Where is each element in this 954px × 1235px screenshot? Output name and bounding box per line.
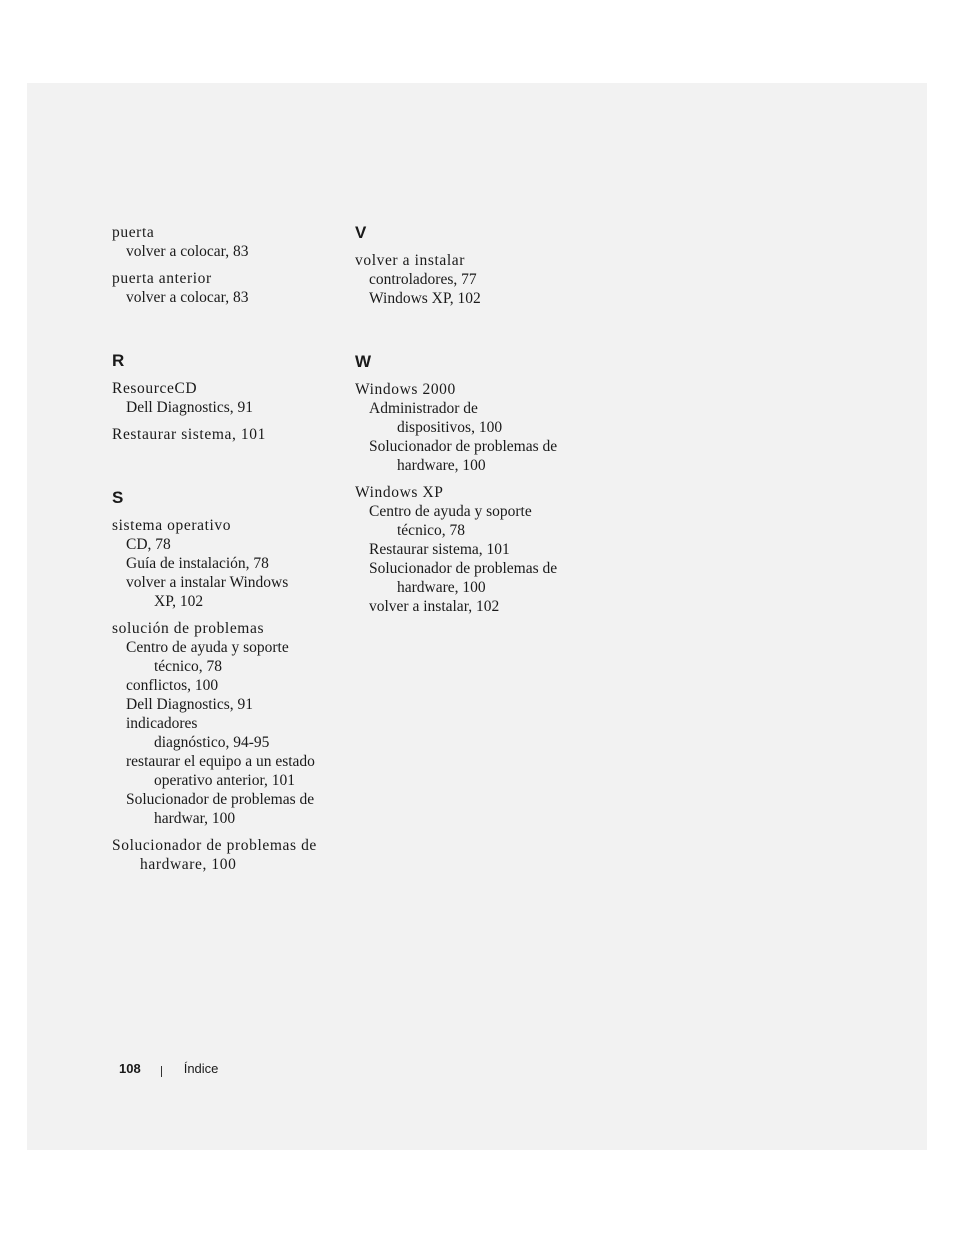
index-subentry-text: Dell Diagnostics, 91 <box>126 399 253 416</box>
index-entry <box>355 251 585 308</box>
index-term-text: puerta anterior <box>112 270 212 287</box>
index-section <box>112 351 342 444</box>
index-subentry-continuation: técnico, 78 <box>397 522 466 539</box>
page-footer <box>119 1061 218 1077</box>
index-term-text: Restaurar sistema, 101 <box>112 426 266 443</box>
index-entry <box>112 516 342 611</box>
index-section <box>355 223 585 308</box>
section-letter: W <box>355 352 372 371</box>
index-subentry-text: volver a colocar, 83 <box>126 289 249 306</box>
index-section <box>112 488 342 874</box>
index-subentry-text: volver a colocar, 83 <box>126 243 249 260</box>
index-term <box>355 380 585 399</box>
index-subentry <box>112 398 342 417</box>
index-term <box>112 516 342 535</box>
index-subentry <box>355 399 585 437</box>
index-entry <box>355 483 585 616</box>
index-subentry-text: CD, 78 <box>126 536 171 553</box>
index-subentry-text: controladores, 77 <box>369 271 477 288</box>
index-column-middle <box>355 223 585 660</box>
index-subentry <box>112 573 342 611</box>
index-subentry <box>355 597 585 616</box>
index-entry <box>112 619 342 828</box>
index-column-left <box>112 223 342 918</box>
index-subentry-text: Windows XP, 102 <box>369 290 481 307</box>
index-subentry-text: Centro de ayuda y soporte <box>369 503 532 520</box>
section-letter: S <box>112 488 124 507</box>
index-term-text: Windows 2000 <box>355 381 456 398</box>
index-subentry <box>112 676 342 695</box>
index-term-text: solución de problemas <box>112 620 265 637</box>
index-subentry-continuation: operativo anterior, 101 <box>154 772 295 789</box>
index-term-text: puerta <box>112 224 155 241</box>
index-entry <box>355 380 585 475</box>
index-section <box>355 352 585 616</box>
index-subentry-text: Solucionador de problemas de <box>369 438 558 455</box>
index-subentry <box>112 790 342 828</box>
index-subentry-text: Dell Diagnostics, 91 <box>126 696 253 713</box>
index-subentry-continuation: diagnóstico, 94-95 <box>154 734 270 751</box>
index-subentry-text: conflictos, 100 <box>126 677 219 694</box>
index-entry <box>112 269 342 307</box>
index-term <box>112 269 342 288</box>
index-subentry-text: restaurar el equipo a un estado <box>126 753 315 770</box>
index-term <box>112 836 342 874</box>
index-subentry-continuation: hardware, 100 <box>397 457 486 474</box>
index-entry <box>112 425 342 444</box>
footer-section-name: Índice <box>183 1061 219 1076</box>
index-subentry <box>355 559 585 597</box>
index-term-text: ResourceCD <box>112 380 198 397</box>
index-term-text: sistema operativo <box>112 517 232 534</box>
index-subentry <box>355 437 585 475</box>
index-subentry-text: Guía de instalación, 78 <box>126 555 269 572</box>
index-subentry <box>112 695 342 714</box>
index-term <box>112 379 342 398</box>
index-entry <box>112 836 342 874</box>
index-term <box>355 483 585 502</box>
index-term <box>112 223 342 242</box>
index-subentry <box>355 502 585 540</box>
index-subentry <box>112 752 342 790</box>
section-letter: R <box>112 351 125 370</box>
index-subentry-continuation: dispositivos, 100 <box>397 419 503 436</box>
index-subentry <box>112 535 342 554</box>
index-subentry-continuation: hardware, 100 <box>397 579 486 596</box>
index-subentry-continuation: XP, 102 <box>154 593 204 610</box>
index-term <box>355 251 585 270</box>
footer-divider <box>161 1066 162 1077</box>
index-subentry <box>112 714 342 752</box>
index-term-text: Windows XP <box>355 484 444 501</box>
page-sheet <box>27 83 927 1150</box>
index-entry <box>112 223 342 261</box>
index-subentry-text: indicadores <box>126 715 198 732</box>
index-term-text: volver a instalar <box>355 252 466 269</box>
index-section <box>112 223 342 307</box>
index-term <box>112 425 342 444</box>
page-number: 108 <box>119 1061 141 1076</box>
index-subentry-text: Centro de ayuda y soporte <box>126 639 289 656</box>
index-term-continuation: hardware, 100 <box>140 856 237 873</box>
index-subentry <box>112 242 342 261</box>
index-subentry-continuation: hardwar, 100 <box>154 810 236 827</box>
index-subentry <box>355 289 585 308</box>
index-subentry-text: Administrador de <box>369 400 478 417</box>
index-subentry <box>112 638 342 676</box>
index-entry <box>112 379 342 417</box>
index-term-text: Solucionador de problemas de <box>112 837 317 854</box>
index-subentry-text: volver a instalar Windows <box>126 574 289 591</box>
index-subentry-text: Solucionador de problemas de <box>369 560 558 577</box>
index-subentry <box>355 270 585 289</box>
index-subentry-text: Restaurar sistema, 101 <box>369 541 510 558</box>
index-subentry <box>112 288 342 307</box>
index-subentry-text: Solucionador de problemas de <box>126 791 315 808</box>
index-subentry-text: volver a instalar, 102 <box>369 598 500 615</box>
index-subentry <box>355 540 585 559</box>
index-subentry <box>112 554 342 573</box>
section-letter: V <box>355 223 367 242</box>
index-term <box>112 619 342 638</box>
index-subentry-continuation: técnico, 78 <box>154 658 223 675</box>
